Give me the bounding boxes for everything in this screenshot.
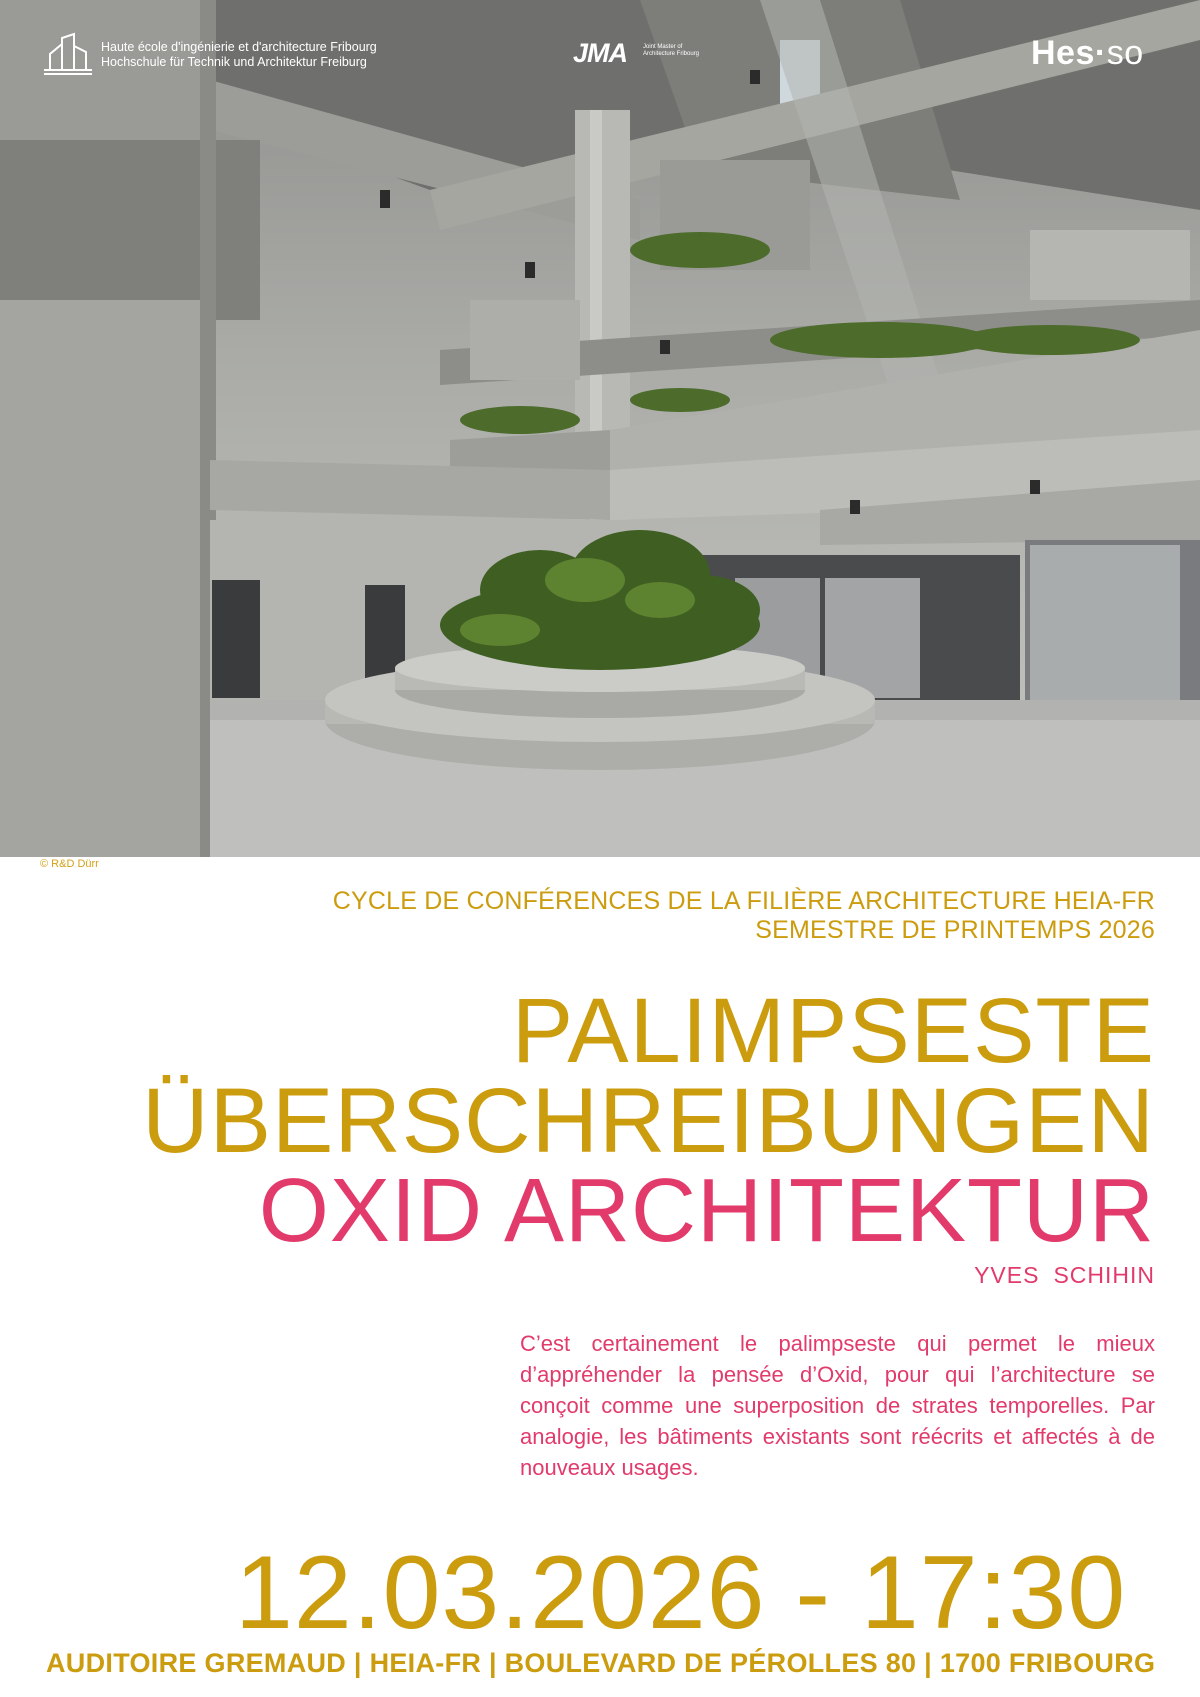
speaker-first-name: YVES <box>974 1262 1040 1288</box>
school-name-de: Hochschule für Technik und Architektur Freiburg <box>101 55 367 69</box>
cycle-line-1: CYCLE DE CONFÉRENCES DE LA FILIÈRE ARCHITECTURE HEIA-FR <box>332 887 1155 915</box>
speaker-name <box>974 1262 1155 1289</box>
speaker-last-name: SCHIHIN <box>1053 1262 1155 1288</box>
jma-logo <box>573 38 700 69</box>
event-venue: AUDITOIRE GREMAUD | HEIA-FR | BOULEVARD DE PÉROLLES 80 | 1700 FRIBOURG <box>46 1648 1156 1678</box>
photo-credit: © R&D Dürr <box>40 858 99 870</box>
cycle-line-2: SEMESTRE DE PRINTEMPS 2026 <box>755 916 1155 944</box>
event-date-time: 12.03.2026 - 17:30 <box>235 1535 1127 1651</box>
conference-cycle <box>333 887 1155 945</box>
title-line-1: PALIMPSESTE <box>511 980 1155 1082</box>
heia-fr-logo <box>40 30 420 80</box>
jma-logo-subtitle: Joint Master of Architecture Fribourg <box>643 44 700 57</box>
school-name-fr: Haute école d'ingénierie et d'architecture Fribourg <box>101 40 377 54</box>
title-line-3: OXID ARCHITEKTUR <box>258 1161 1155 1261</box>
hes-logo-dot: · <box>1094 34 1107 72</box>
building-icon <box>40 30 96 78</box>
event-description: C’est certainement le palimpseste qui permet le mieux d’appréhender la pensée d’Oxid, pour qui l’architecture se conçoit comme une superposition de strates temporelles. Par analogie, les bâtiments existants sont réécrits et affectés à de nouveaux usages. <box>520 1331 1155 1480</box>
hes-so-logo <box>1031 34 1144 73</box>
hes-logo-so: so <box>1106 34 1144 72</box>
hes-logo-main: Hes <box>1031 34 1095 72</box>
jma-logo-text: JMA <box>573 38 628 68</box>
title-line-2: ÜBERSCHREIBUNGEN <box>142 1070 1155 1172</box>
